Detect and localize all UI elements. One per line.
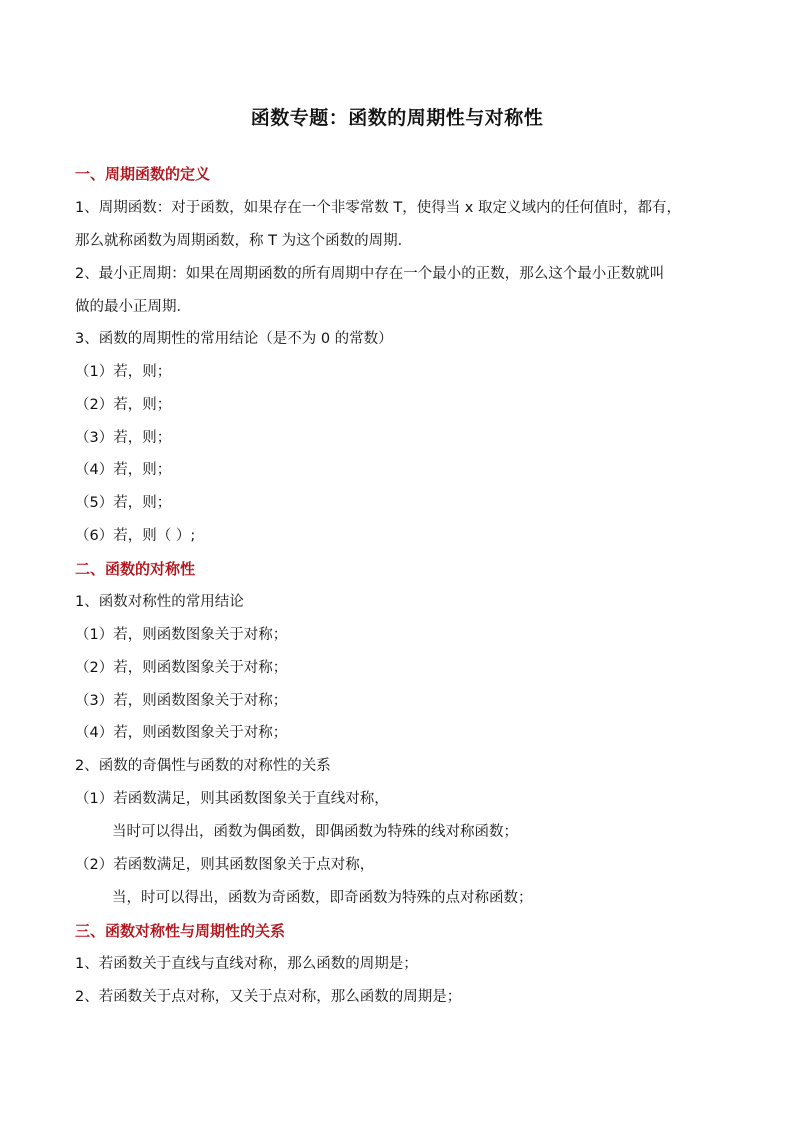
list-item: （1）若函数满足，则其函数图象关于直线对称， [75, 791, 389, 807]
list-item: （4）若，则函数图象关于对称； [75, 725, 288, 741]
list-item: （4）若，则； [75, 462, 172, 478]
paragraph-line: 2、最小正周期：如果在周期函数的所有周期中存在一个最小的正数，那么这个最小正数就叫 [75, 266, 665, 282]
paragraph-line: 3、函数的周期性的常用结论（是不为 0 的常数） [75, 331, 393, 347]
list-item: （3）若，则； [75, 430, 172, 446]
paragraph-line: 那么就称函数为周期函数，称 T 为这个函数的周期． [75, 233, 413, 249]
paragraph-line: 1、周期函数：对于函数，如果存在一个非零常数 T，使得当 x 取定义域内的任何值时，都有， [75, 200, 681, 216]
list-item: （2）若，则函数图象关于对称； [75, 660, 288, 676]
document-title: 函数专题：函数的周期性与对称性 [250, 107, 544, 129]
list-item: （2）若函数满足，则其函数图象关于点对称， [75, 857, 375, 873]
list-item: （1）若，则； [75, 364, 172, 380]
section-heading-periodic-definition: 一、周期函数的定义 [75, 165, 211, 183]
indented-line: 当时可以得出，函数为偶函数，即偶函数为特殊的线对称函数； [112, 824, 518, 840]
section-heading-symmetry-periodicity: 三、函数对称性与周期性的关系 [75, 922, 286, 940]
list-item: （1）若，则函数图象关于对称； [75, 627, 288, 643]
paragraph-line: 2、函数的奇偶性与函数的对称性的关系 [75, 758, 331, 774]
list-item: （2）若，则； [75, 397, 172, 413]
paragraph-line: 1、若函数关于直线与直线对称，那么函数的周期是； [75, 956, 418, 972]
indented-line: 当，时可以得出，函数为奇函数，即奇函数为特殊的点对称函数； [112, 890, 533, 906]
paragraph-line: 2、若函数关于点对称，又关于点对称，那么函数的周期是； [75, 989, 462, 1005]
list-item: （3）若，则函数图象关于对称； [75, 693, 288, 709]
paragraph-line: 做的最小正周期． [75, 299, 191, 315]
paragraph-line: 1、函数对称性的常用结论 [75, 594, 244, 610]
list-item: （6）若，则（ ）; [75, 528, 196, 544]
section-heading-symmetry: 二、函数的对称性 [75, 560, 196, 578]
list-item: （5）若，则； [75, 495, 172, 511]
